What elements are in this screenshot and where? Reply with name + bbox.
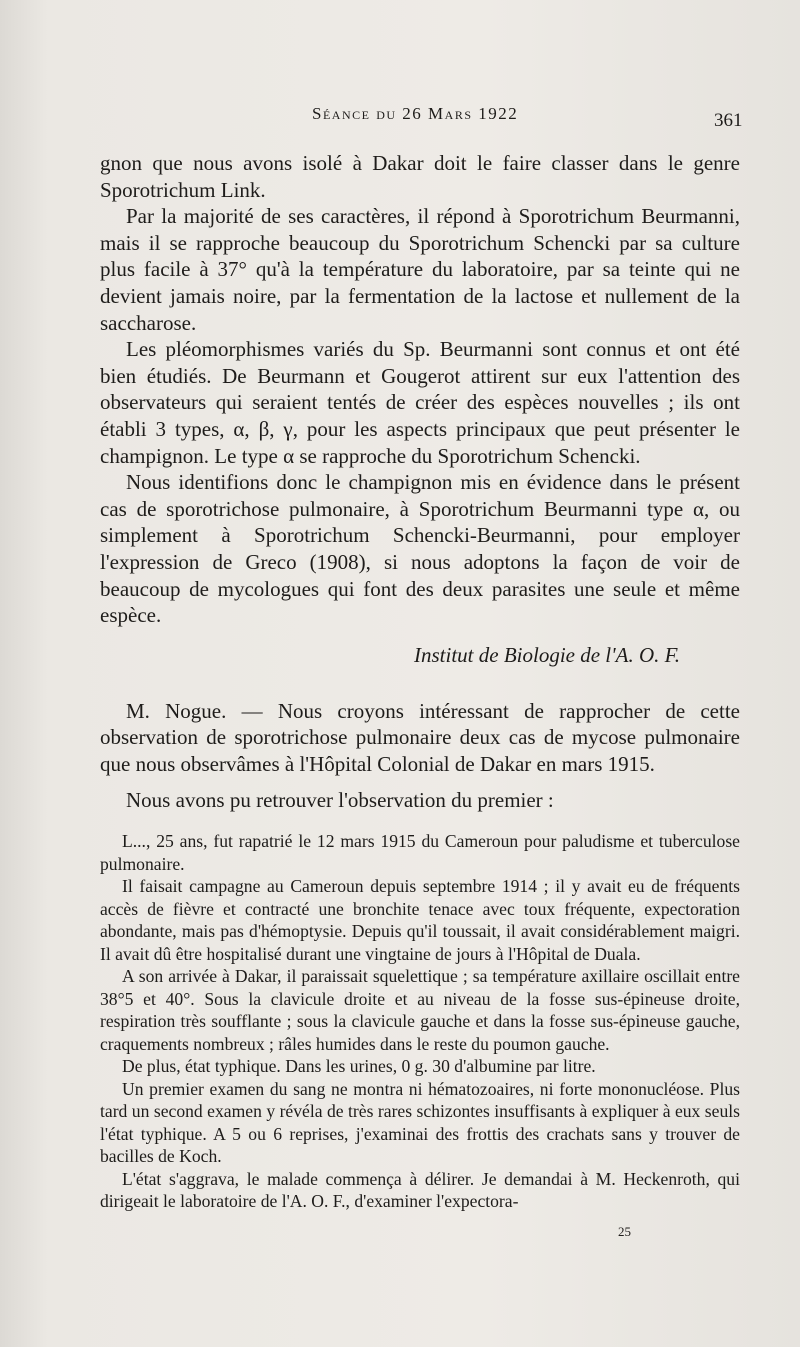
institution-signature: Institut de Biologie de l'A. O. F.: [414, 642, 680, 667]
paragraph-identification: Nous identifions donc le champignon mis en évidence dans le présent cas de sporotrichose pulmonaire, à Sporotrichum Beurmanni type α, ou simplement à Sporotrichum Schencki-Beurmanni, pour employer l'expression de Greco (1908), si nous adoptons la façon de voir de beaucoup de mycologues qui font des deux parasites une seule et même espèce.: [100, 470, 740, 628]
paragraph-characters: Par la majorité de ses caractères, il répond à Sporotrichum Beurmanni, mais il se rapproche beaucoup du Sporotrichum Schencki par sa culture plus facile à 37° qu'à la température du laboratoire, par sa teinte qui ne devient jamais noire, par la fermentation de la lactose et nullement de la saccharose.: [100, 204, 740, 335]
spacer: [100, 777, 740, 787]
observation-aggravation: L'état s'aggrava, le malade commença à délirer. Je demandai à M. Heckenroth, qui dirigeait le laboratoire de l'A. O. F., d'examiner l'expectora-: [100, 1168, 740, 1212]
page-number: 361: [714, 110, 743, 131]
observation-intro: L..., 25 ans, fut rapatrié le 12 mars 1915 du Cameroun pour paludisme et tuberculose pulmonaire.: [100, 831, 740, 874]
observation-typhoid: De plus, état typhique. Dans les urines, 0 g. 30 d'albumine par litre.: [122, 1056, 596, 1077]
observation-report: [100, 830, 740, 1213]
paragraph-nogue-intro: M. Nogue. — Nous croyons intéressant de rapprocher de cette observation de sporotrichose pulmonaire deux cas de mycose pulmonaire que nous observâmes à l'Hôpital Colonial de Dakar en mars 1915.: [100, 698, 740, 776]
observation-blood-exam: Un premier examen du sang ne montra ni hématozoaires, ni forte mononucléose. Plus tard un second examen y révéla de très rares schizontes insuffisants à expliquer à eux seuls l'état typhique. A 5 ou 6 reprises, j'examinai des frottis des crachats sans y trouver de bacilles de Koch.: [100, 1078, 740, 1167]
printer-signature-mark: 25: [618, 1224, 631, 1239]
nogue-section: [100, 698, 740, 814]
observation-arrival: A son arrivée à Dakar, il paraissait squelettique ; sa température axillaire oscillait entre 38°5 et 40°. Sous la clavicule droite et au niveau de la fosse sus-épineuse droite, respiration très soufflante ; sous la clavicule gauche et dans la fosse sus-épineuse gauche, craquements nombreux ; râles humides dans le reste du poumon gauche.: [100, 966, 740, 1054]
main-text: [100, 150, 740, 629]
paragraph-pleomorphisms: Les pléomorphismes variés du Sp. Beurmanni sont connus et ont été bien étudiés. De Beurmann et Gougerot attirent sur eux l'attention des observateurs qui seraient tentés de créer des espèces nouvelles ; ils ont établi 3 types, α, β, γ, pour les aspects principaux que peut présenter le champignon. Le type α se rapproche du Sporotrichum Schencki.: [100, 337, 740, 468]
page-body: [100, 150, 740, 1213]
running-title: Séance du 26 Mars 1922: [312, 104, 519, 123]
paragraph-observation-lead: Nous avons pu retrouver l'observation du premier :: [126, 788, 554, 813]
paragraph-continuation: gnon que nous avons isolé à Dakar doit le faire classer dans le genre Sporotrichum Link.: [100, 151, 740, 202]
page-header: [0, 100, 800, 140]
observation-history: Il faisait campagne au Cameroun depuis septembre 1914 ; il y avait eu de fréquents accès de fièvre et contracté une bronchite tenace avec toux fréquente, expectoration abondante, mais pas d'hémoptysie. Depuis qu'il toussait, il avait considérablement maigri. Il avait dû être hospitalisé durant une vingtaine de jours à l'Hôpital de Duala.: [100, 876, 740, 964]
